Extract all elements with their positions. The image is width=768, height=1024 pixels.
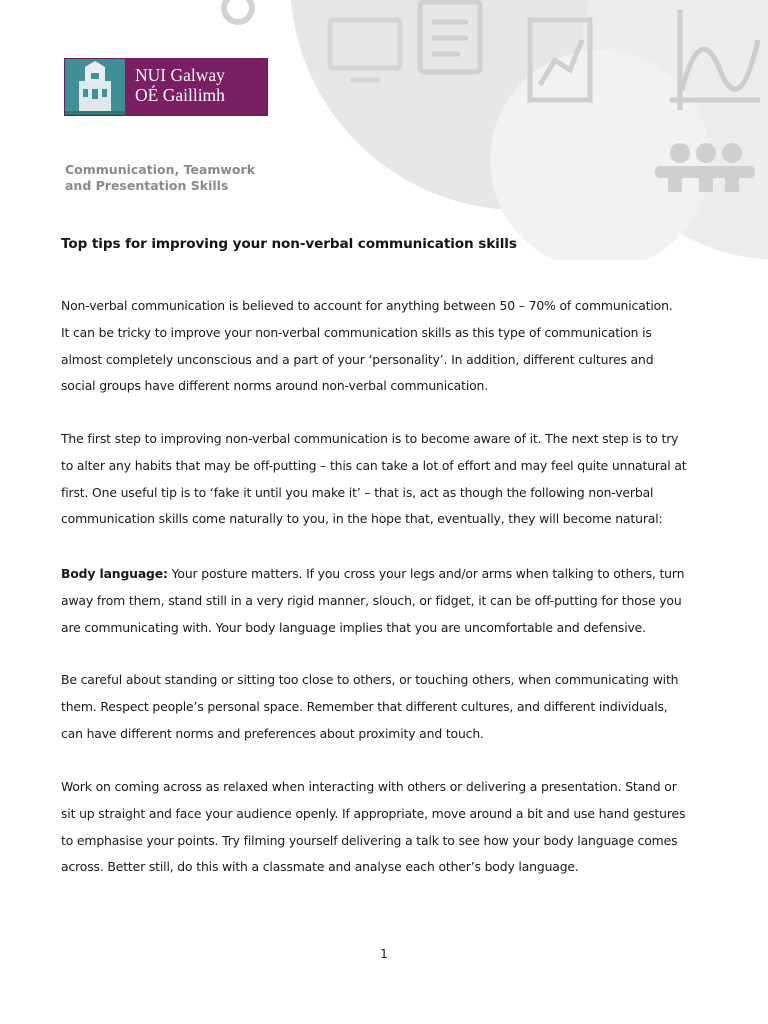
logo-line-2: OÉ Gaillimh: [135, 85, 225, 105]
paragraph-line-with-lead: [61, 561, 721, 588]
paragraph-line: to emphasise your points. Try filming yourself delivering a talk to see how your body language comes: [61, 832, 678, 848]
paragraph-line: first. One useful tip is to ‘fake it until you make it’ – that is, act as though the following non-verbal: [61, 484, 654, 500]
paragraph-line: to alter any habits that may be off-putting – this can take a lot of effort and may feel quite unnatural at: [61, 457, 687, 473]
paragraph-line: It can be tricky to improve your non-verbal communication skills as this type of communication is: [61, 324, 652, 340]
paragraph-4: [61, 667, 721, 747]
paragraph-line: them. Respect people’s personal space. Remember that different cultures, and different individuals,: [61, 698, 668, 714]
paragraph-line-rest: Your posture matters. If you cross your legs and/or arms when talking to others, turn: [167, 566, 685, 581]
paragraph-line: The first step to improving non-verbal communication is to become aware of it. The next step is to try: [61, 431, 679, 446]
paragraph-1: [61, 293, 721, 400]
university-crest-icon: [65, 59, 125, 115]
subtitle-line-2: and Presentation Skills: [65, 178, 229, 193]
paragraph-5: [61, 774, 721, 881]
body-language-lead: Body language:: [61, 566, 168, 581]
paragraph-line: Non-verbal communication is believed to account for anything between 50 – 70% of communication.: [61, 298, 673, 313]
power-icon: [224, 0, 252, 22]
paragraph-3: [61, 561, 721, 641]
paragraph-2: [61, 426, 721, 533]
paragraph-line: are communicating with. Your body language implies that you are uncomfortable and defensive.: [61, 619, 646, 635]
paragraph-line: social groups have different norms around non-verbal communication.: [61, 378, 489, 394]
paragraph-line: Be careful about standing or sitting too close to others, or touching others, when communicating with: [61, 672, 679, 687]
page-number: 1: [380, 947, 388, 961]
paragraph-line: can have different norms and preferences about proximity and touch.: [61, 725, 484, 741]
university-logo: [64, 58, 268, 116]
course-subtitle: [65, 162, 255, 194]
paragraph-line: away from them, stand still in a very rigid manner, slouch, or fidget, it can be off-putting for those you: [61, 592, 682, 608]
paragraph-line: across. Better still, do this with a classmate and analyse each other’s body language.: [61, 859, 579, 875]
logo-wordmark: [125, 59, 267, 115]
paragraph-line: almost completely unconscious and a part of your ‘personality’. In addition, different cultures and: [61, 351, 654, 367]
subtitle-line-1: Communication, Teamwork: [65, 162, 256, 177]
document-title: Top tips for improving your non-verbal communication skills: [61, 236, 517, 252]
logo-line-1: NUI Galway: [135, 65, 225, 85]
paragraph-line: Work on coming across as relaxed when interacting with others or delivering a presentation. Stand or: [61, 779, 677, 794]
paragraph-line: sit up straight and face your audience openly. If appropriate, move around a bit and use hand gestures: [61, 805, 686, 821]
paragraph-line: communication skills come naturally to you, in the hope that, eventually, they will become natural:: [61, 511, 663, 527]
header-decoration: [0, 0, 768, 260]
